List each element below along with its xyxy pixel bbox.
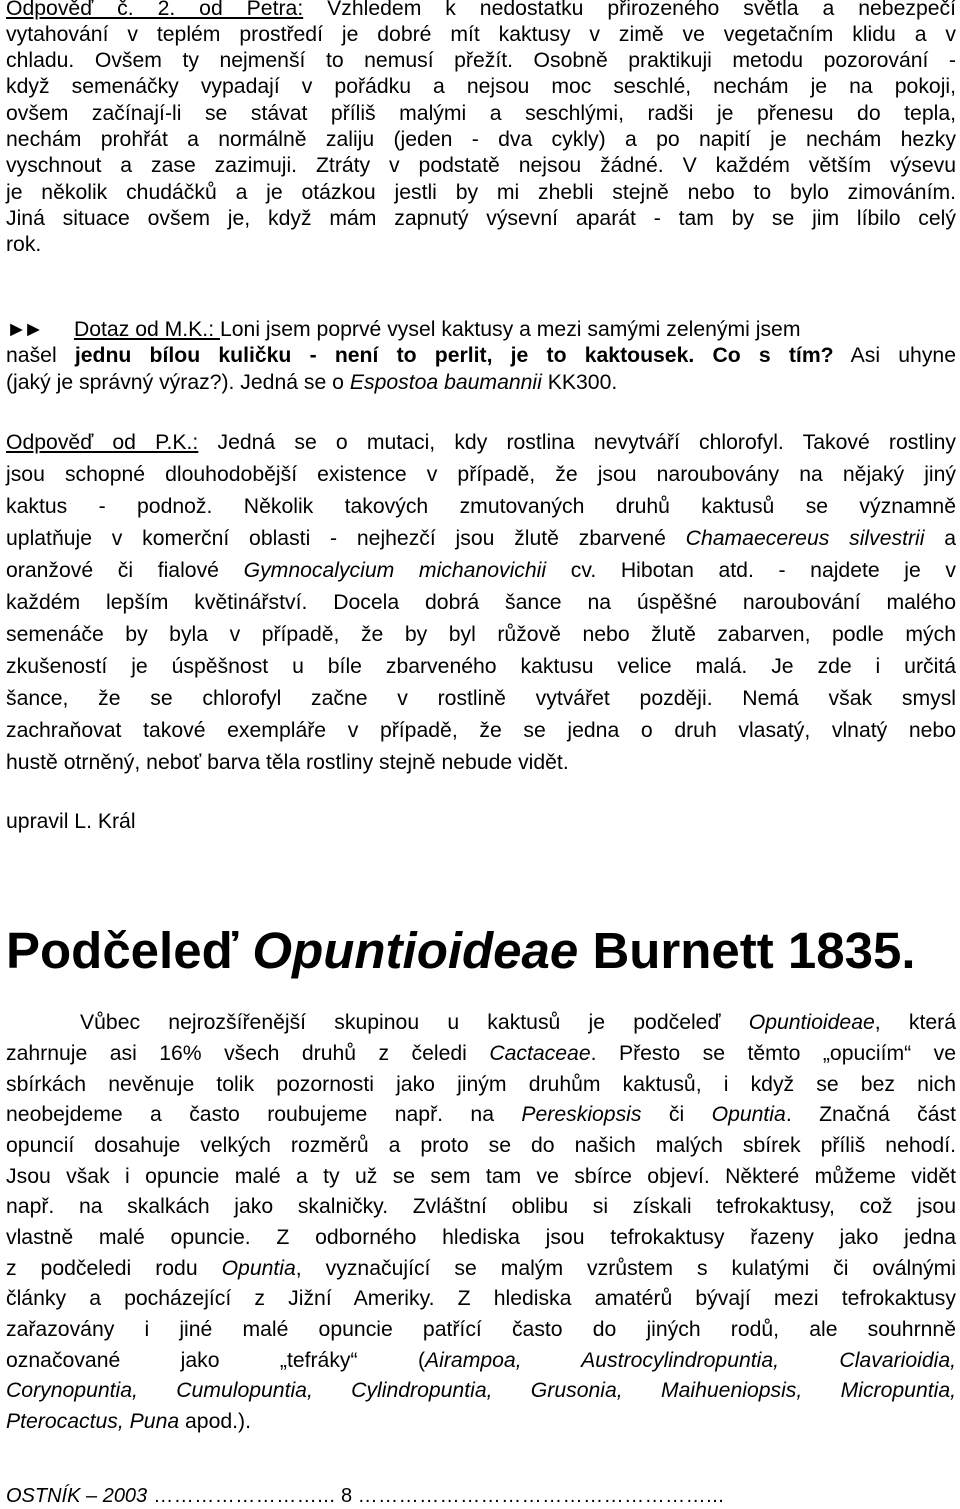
answer-pk-line-8: zkušeností je úspěšnost u bíle zbarveného kaktusu velice malá. Je zde i určitá [6, 655, 956, 678]
article-line-13: Corynopuntia, Cumulopuntia, Cylindropuntia, Grusonia, Maihueniopsis, Micropuntia, [6, 1379, 956, 1402]
answer2-line-2: vytahování v teplém prostředí je dobré mít kaktusy v zimě ve vegetačním klidu a v [6, 23, 956, 46]
answer-pk-line-2: jsou schopné dlouhodobější existence v případě, že jsou naroubovány na nějaký jiný [6, 463, 956, 486]
answer2-line-6: nechám prohřát a normálně zaliju (jeden - dva cykly) a po napití je nechám hezky [6, 128, 956, 151]
question-line-2: našel jednu bílou kuličku - není to perlit, je to kaktousek. Co s tím? Asi uhyne [6, 344, 957, 367]
article-line-6: Jsou však i opuncie malé a ty už se sem tam ve sbírce objeví. Některé můžeme vidět [6, 1165, 956, 1188]
article-line-11: zařazovány i jiné malé opuncie patřící často do jiných rodů, ale souhrnně [6, 1318, 956, 1341]
article-line-7: např. na skalkách jako skalničky. Zvláštní oblibu si získali tefrokaktusy, což jsou [6, 1195, 956, 1218]
answer2-line-9: Jiná situace ovšem je, když mám zapnutý výsevní aparát - tam by se jim líbilo celý [6, 207, 956, 230]
article-line-3: sbírkách nevěnuje tolik pozornosti jako jiným druhům kaktusů, i když se bez nich [6, 1073, 956, 1096]
signature: upravil L. Král [6, 810, 136, 833]
question-label: Dotaz od M.K.: [73, 318, 220, 341]
page-number: 8 [335, 1485, 358, 1507]
answer2-line-4: když semenáčky vypadají v pořádku a nejsou moc seschlé, nechám je na pokoji, [6, 75, 956, 98]
article-line-5: opuncií dosahuje velkých rozměrů a proto se do našich malých sbírek příliš nehodí. [6, 1134, 956, 1157]
answer-pk-label: Odpověď od P.K.: [6, 431, 199, 454]
question-line-3: (jaký je správný výraz?). Jedná se o Espostoa baumannii KK300. [6, 371, 618, 394]
answer-pk-line-4: uplatňuje v komerční oblasti - nejhezčí jsou žlutě zbarvené Chamaecereus silvestrii a [6, 527, 957, 550]
answer2-line-8: je několik chudáčků a je otázkou jestli by mi zhebli stejně nebo to bylo zimováním. [6, 181, 956, 204]
article-line-8: vlastně malé opuncie. Z odborného hlediska jsou tefrokaktusy řazeny jako jedna [6, 1226, 956, 1249]
article-line-2: zahrnuje asi 16% všech druhů z čeledi Cactaceae. Přesto se těmto „opuciím“ ve [6, 1042, 956, 1065]
answer2-line-1: Odpověď č. 2. od Petra: Vzhledem k nedostatku přirozeného světla a nebezpečí [6, 0, 956, 22]
answer-pk-line-9: šance, že se chlorofyl začne v rostlině vytvářet později. Nemá však smysl [6, 687, 956, 710]
answer-pk-line-3: kaktus - podnož. Několik takových zmutovaných druhů kaktusů se významně [6, 495, 956, 518]
article-line-12: označované jako „tefráky“ (Airampoa, Austrocylindropuntia, Clavarioidia, [6, 1349, 956, 1372]
answer2-line-3: chladu. Ovšem ty nejmenší to nemusí přežít. Osobně praktikuji metodu pozorování - [6, 49, 956, 72]
article-line-1: Vůbec nejrozšířenější skupinou u kaktusů je podčeleď Opuntioideae, která [80, 1011, 956, 1034]
article-line-14: Pterocactus, Puna apod.). [6, 1410, 251, 1433]
double-arrow-icon: ►► [6, 318, 40, 341]
page-footer: OSTNÍK – 2003 ……………………... 8 ……………………………………………... [6, 1485, 725, 1507]
answer2-line-7: vyschnout a zase zazimuji. Ztráty v podstatě nejsou žádné. V každém větším výsevu [6, 154, 956, 177]
question-line-1: ►► Dotaz od M.K.: Loni jsem poprvé vysel kaktusy a mezi samými zelenými jsem [6, 318, 801, 341]
answer2-line-5: ovšem začínají-li se stávat příliš malými a seschlými, radši je přenesu do tepla, [6, 102, 956, 125]
article-line-10: články a pocházející z Jižní Ameriky. Z hlediska amatérů bývají mezi tefrokaktusy [6, 1287, 956, 1310]
answer-pk-line-7: semenáče by byla v případě, že by byl růžově nebo žlutě zabarven, podle mých [6, 623, 956, 646]
article-line-9: z podčeledi rodu Opuntia, vyznačující se malým vzrůstem s kulatými či oválnými [6, 1257, 956, 1280]
answer-pk-line-1: Odpověď od P.K.: Jedná se o mutaci, kdy rostlina nevytváří chlorofyl. Takové rostliny [6, 431, 957, 454]
answer2-line-10: rok. [6, 233, 42, 256]
section-heading: Podčeleď Opuntioideae Burnett 1835. [6, 922, 916, 979]
answer-pk-line-11: hustě otrněný, neboť barva těla rostliny stejně nebude vidět. [6, 751, 569, 774]
footer-journal: OSTNÍK – 2003 [6, 1485, 148, 1507]
answer-pk-line-6: každém lepším květinářství. Docela dobrá šance na úspěšné naroubování malého [6, 591, 956, 614]
article-line-4: neobejdeme a často roubujeme např. na Pereskiopsis či Opuntia. Značná část [6, 1103, 957, 1126]
answer2-label: Odpověď č. 2. od Petra: [6, 0, 304, 20]
answer-pk-line-5: oranžové či fialové Gymnocalycium michanovichii cv. Hibotan atd. - najdete je v [6, 559, 957, 582]
answer-pk-line-10: zachraňovat takové exempláře v případě, že se jedna o druh vlasatý, vlnatý nebo [6, 719, 956, 742]
